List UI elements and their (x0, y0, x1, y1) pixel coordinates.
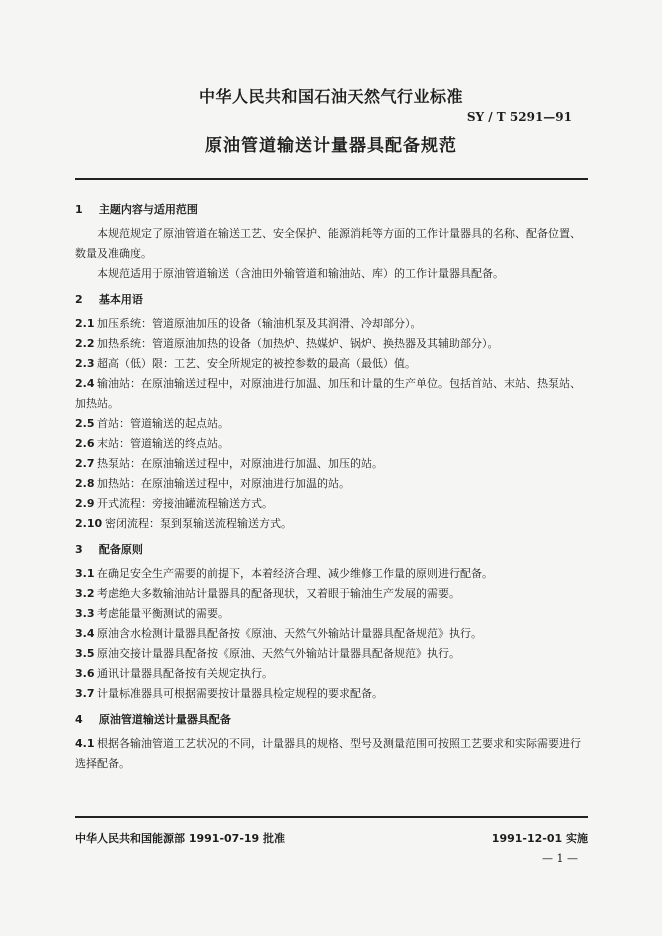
clause-number: 4.1 (75, 737, 95, 750)
clause (75, 494, 588, 514)
document-title: 原油管道输送计量器具配备规范 (205, 136, 457, 156)
clause (75, 604, 588, 624)
section-number: 4 (75, 713, 83, 726)
section-title: 配备原则 (98, 543, 143, 556)
clause-text: 加压系统：管道原油加压的设备（输油机泵及其润滑、冷却部分）。 (97, 317, 422, 330)
section-heading (75, 290, 588, 310)
clause-number: 2.4 (75, 377, 95, 390)
clause-number: 2.1 (75, 317, 95, 330)
clause-number: 2.3 (75, 357, 95, 370)
paragraph: 本规范适用于原油管道输送（含油田外输管道和输油站、库）的工作计量器具配备。 (97, 267, 504, 280)
section-title: 主题内容与适用范围 (98, 203, 198, 216)
clause-number: 2.10 (75, 517, 103, 530)
clause-number: 2.2 (75, 337, 95, 350)
clause (75, 454, 588, 474)
clause-text: 根据各输油管道工艺状况的不同，计量器具的规格、型号及测量范围可按照工艺要求和实际需要进行选择配备。 (75, 737, 581, 770)
clause (75, 514, 588, 534)
section-number: 2 (75, 293, 83, 306)
clause-number: 3.6 (75, 667, 95, 680)
clause (75, 354, 588, 374)
clause-text: 输油站：在原油输送过程中，对原油进行加温、加压和计量的生产单位。包括首站、末站、热泵站、加热站。 (75, 377, 581, 410)
clause (75, 684, 588, 704)
clause-number: 3.4 (75, 627, 95, 640)
section-heading (75, 200, 588, 220)
clause-text: 考虑绝大多数输油站计量器具的配备现状，又着眼于输油生产发展的需要。 (97, 587, 460, 600)
clause-text: 热泵站：在原油输送过程中，对原油进行加温、加压的站。 (97, 457, 383, 470)
clause-text: 加热站：在原油输送过程中，对原油进行加温的站。 (97, 477, 350, 490)
clause (75, 374, 588, 414)
clause-text: 加热系统：管道原油加热的设备（加热炉、热媒炉、锅炉、换热器及其辅助部分）。 (97, 337, 499, 350)
clause-text: 开式流程：旁接油罐流程输送方式。 (97, 497, 273, 510)
clause-text: 在确足安全生产需要的前提下，本着经济合理、减少维修工作量的原则进行配备。 (97, 567, 493, 580)
clause-text: 通讯计量器具配备按有关规定执行。 (97, 667, 273, 680)
clause-number: 3.1 (75, 567, 95, 580)
clause-text: 超高（低）限：工艺、安全所规定的被控参数的最高（最低）值。 (97, 357, 416, 370)
clause-number: 3.2 (75, 587, 95, 600)
clause (75, 334, 588, 354)
top-divider (75, 178, 588, 180)
section-number: 1 (75, 203, 83, 216)
clause-number: 2.6 (75, 437, 95, 450)
effective-date: 1991-12-01 实施 (491, 832, 588, 845)
section-title: 基本用语 (98, 293, 143, 306)
section-2 (75, 290, 588, 534)
clause (75, 314, 588, 334)
clause-text: 首站：管道输送的起点站。 (97, 417, 229, 430)
clause-number: 3.7 (75, 687, 95, 700)
bottom-divider (75, 816, 588, 818)
section-heading (75, 540, 588, 560)
clause-text: 密闭流程：泵到泵输送流程输送方式。 (105, 517, 292, 530)
approval-info: 中华人民共和国能源部 1991-07-19 批准 (75, 832, 286, 845)
clause (75, 474, 588, 494)
clause-text: 末站：管道输送的终点站。 (97, 437, 229, 450)
standard-code: SY / T 5291—91 (466, 110, 572, 124)
section-title: 原油管道输送计量器具配备 (98, 713, 231, 726)
clause-number: 2.5 (75, 417, 95, 430)
clause (75, 564, 588, 584)
section-4 (75, 710, 588, 774)
clause (75, 434, 588, 454)
clause-number: 3.5 (75, 647, 95, 660)
clause (75, 664, 588, 684)
paragraph: 本规范规定了原油管道在输送工艺、安全保护、能源消耗等方面的工作计量器具的名称、配备位置、数量及准确度。 (75, 227, 581, 260)
clause-text: 考虑能量平衡测试的需要。 (97, 607, 229, 620)
clause (75, 414, 588, 434)
clause-text: 原油交接计量器具配备按《原油、天然气外输站计量器具配备规范》执行。 (97, 647, 460, 660)
document-body (75, 196, 588, 774)
clause-text: 原油含水检测计量器具配备按《原油、天然气外输站计量器具配备规范》执行。 (97, 627, 482, 640)
clause (75, 624, 588, 644)
section-3 (75, 540, 588, 704)
clause-number: 2.7 (75, 457, 95, 470)
clause-number: 3.3 (75, 607, 95, 620)
section-1 (75, 200, 588, 284)
section-heading (75, 710, 588, 730)
page-number: — 1 — (542, 852, 578, 865)
clause-number: 2.9 (75, 497, 95, 510)
clause-text: 计量标准器具可根据需要按计量器具检定规程的要求配备。 (97, 687, 383, 700)
clause-number: 2.8 (75, 477, 95, 490)
clause (75, 644, 588, 664)
issuing-standard-header: 中华人民共和国石油天然气行业标准 (198, 87, 463, 106)
clause (75, 584, 588, 604)
clause (75, 734, 588, 774)
section-number: 3 (75, 543, 83, 556)
